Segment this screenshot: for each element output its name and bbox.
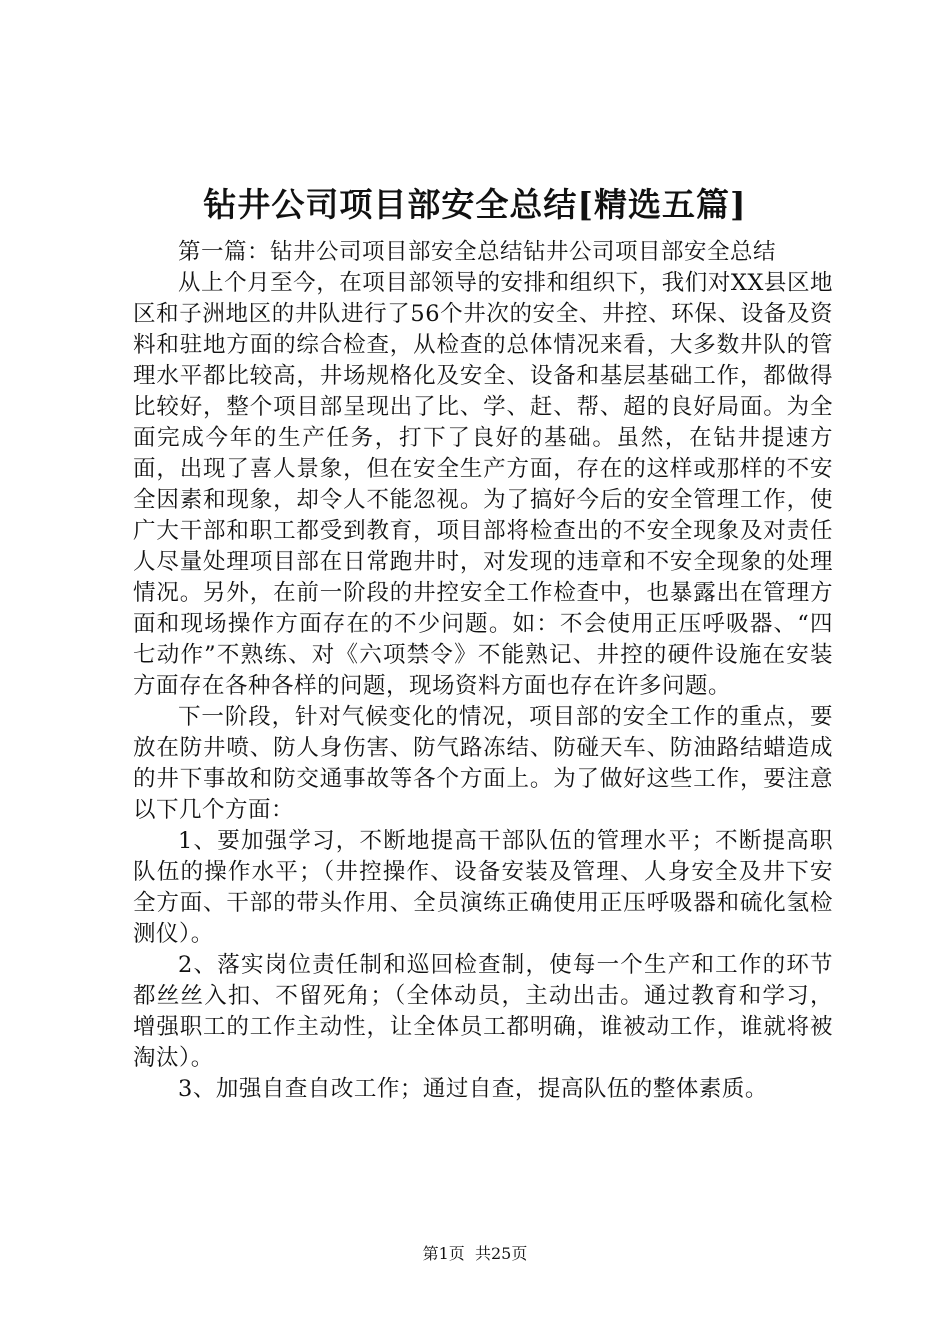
paragraph-heading: 第一篇：钻井公司项目部安全总结钻井公司项目部安全总结 (178, 239, 777, 265)
paragraph-item-1: 1、要加强学习，不断地提高干部队伍的管理水平；不断提高职队伍的操作水平；（井控操作、设备安装及管理、人身安全及井下安全方面、干部的带头作用、全员演练正确使用正压呼吸器和硫化氢检测仪）。 (133, 828, 833, 947)
document-body (133, 237, 833, 1105)
document-title: 钻井公司项目部安全总结[精选五篇] (203, 185, 747, 224)
paragraph-item-2: 2、落实岗位责任制和巡回检查制，使每一个生产和工作的环节都丝丝入扣、不留死角；（全体动员，主动出击。通过教育和学习，增强职工的工作主动性，让全体员工都明确，谁被动工作，谁就将被淘汰）。 (133, 952, 833, 1071)
paragraph-inspection-summary: 从上个月至今，在项目部领导的安排和组织下，我们对XX县区地区和子洲地区的井队进行了56个井次的安全、井控、环保、设备及资料和驻地方面的综合检查，从检查的总体情况来看，大多数井队的管理水平都比较高，井场规格化及安全、设备和基层基础工作，都做得比较好，整个项目部呈现出了比、学、赶、帮、超的良好局面。为全面完成今年的生产任务，打下了良好的基础。虽然，在钻井提速方面，出现了喜人景象，但在安全生产方面，存在的这样或那样的不安全因素和现象，却令人不能忽视。为了搞好今后的安全管理工作，使广大干部和职工都受到教育，项目部将检查出的不安全现象及对责任人尽量处理项目部在日常跑井时，对发现的违章和不安全现象的处理情况。另外，在前一阶段的井控安全工作检查中，也暴露出在管理方面和现场操作方面存在的不少问题。如：不会使用正压呼吸器、“四七动作”不熟练、对《六项禁令》不能熟记、井控的硬件设施在安装方面存在各种各样的问题，现场资料方面也存在许多问题。 (133, 270, 833, 699)
page-number: 第1页 (422, 1244, 465, 1263)
paragraph-next-stage: 下一阶段，针对气候变化的情况，项目部的安全工作的重点，要放在防井喷、防人身伤害、防气路冻结、防碰天车、防油路结蜡造成的井下事故和防交通事故等各个方面上。为了做好这些工作，要注意以下几个方面： (133, 704, 833, 823)
paragraph-item-3: 3、加强自查自改工作；通过自查，提高队伍的整体素质。 (178, 1076, 768, 1102)
page-footer (0, 1243, 950, 1265)
page-total: 共25页 (474, 1244, 528, 1263)
